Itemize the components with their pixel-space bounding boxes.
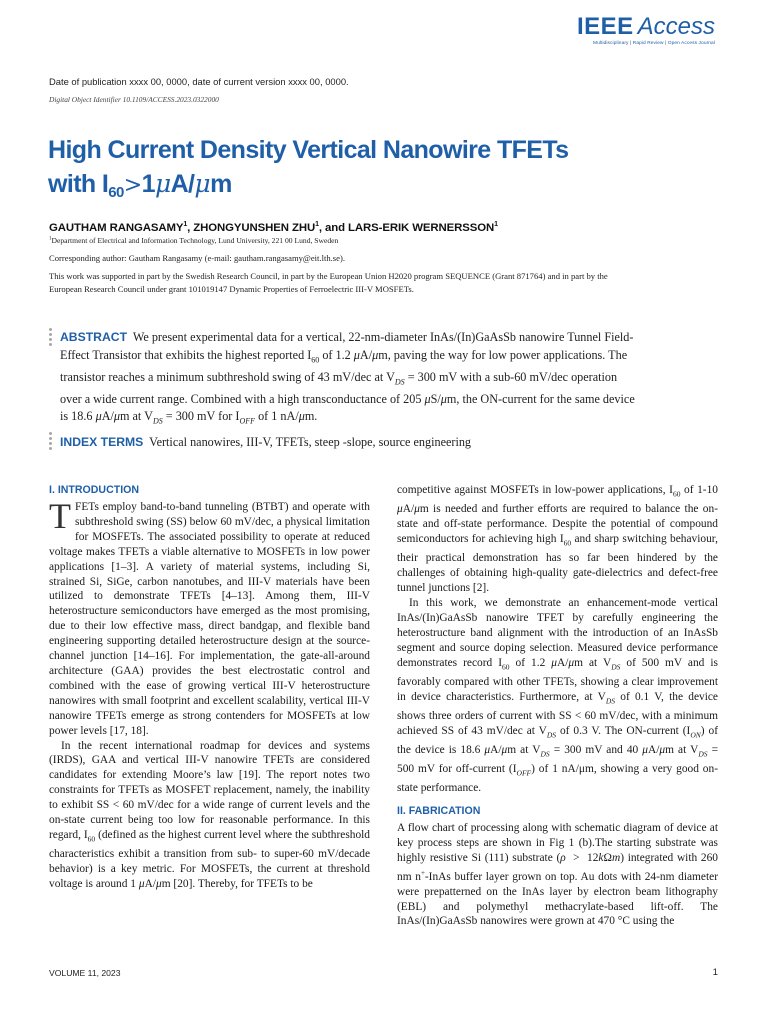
title-num: 1 <box>141 170 155 198</box>
abstract-block <box>60 329 640 430</box>
title-line-1: High Current Density Vertical Nanowire TFETs <box>48 136 569 164</box>
title-sub: 60 <box>108 184 124 201</box>
intro-paragraph-1: T FETs employ band-to-band tunneling (BTBT) and operate with subthreshold swing (SS) below 60 mV/dec, a physical limitation for MOSFETs. The associated possibility to operate at reduced voltage makes TFETs a viable alternative to MOSFETs in low power applications [1–3]. A variety of material systems, including Si, strained Si, SiGe, carbon nanotubes, and III-V materials have been utilized to demonstrate TFETs [4–13]. Among them, III-V heterostructure semiconductors have emerged as the most promising, due to their low effective mass, direct bandgap, and flexible band engineering supporting detailed heterostructure design at the source-channel junction [14–16]. For implementation, the gate-all-around architecture (GAA) provides the best electrostatic control and combined with the ease of growing vertical III-V heterostructure nanowires with small footprint and excellent scalability, vertical III-V nanowire TFETs emerge as strong contenders for MOSFETs at low power levels [17, 18]. <box>49 496 370 737</box>
author-2: , ZHONGYUNSHEN ZHU <box>187 221 316 234</box>
intro-paragraph-3: In this work, we demonstrate an enhancement-mode vertical InAs/(In)GaAsSb nanowire TFET by carefully engineering the heterostructure band alignment with the introduction of an InAsSb segment and source doping selection. Measured device performance demonstrates record $I_{60}$ of 1.2 μA/μm at $V_{DS}$ of 500 mV and is favorably compared with other TFETs, showing a clear improvement in device characteristics. Furthermore, at $V_{DS}$ of 0.1 V, the device shows three orders of current with SS < 60 mV/dec, with a minimum achieved SS of 43 mV/dec at $V_{DS}$ of 0.3 V. The ON-current $(I_{ON})$ of the device is 18.6 μA/μm at $V_{DS} = 300$ mV and 40 μA/μm at $V_{DS} = 500$ mV for off-current $(I_{OFF})$ of 1 nA/μm, showing a very good on-state performance. <box>397 596 719 795</box>
title-gt: > <box>123 173 142 198</box>
title-mu-1: μ <box>154 169 171 198</box>
author-list: GAUTHAM RANGASAMY$^1$, ZHONGYUNSHEN ZHU$^1$, and LARS-ERIK WERNERSSON$^1$ <box>49 221 498 234</box>
paper-title <box>48 134 568 209</box>
index-terms-dots-icon <box>49 432 52 452</box>
journal-logo <box>577 14 715 46</box>
logo-ieee: IEEE <box>576 13 634 40</box>
right-column <box>397 483 718 929</box>
title-unit-1: A/ <box>170 170 195 198</box>
title-i: with I <box>48 170 109 198</box>
doi-line: Digital Object Identifier 10.1109/ACCESS.2023.0322000 <box>49 95 219 104</box>
funding-note: This work was supported in part by the Swedish Research Council, in part by the European Union H2020 program SEQUENCE (Grant 871764) and in part by the European Research Council under grant 101019147 Dynamic Properties of Ferroelectric III-V MOSFETs. <box>49 271 608 294</box>
section-heading-introduction: I. INTRODUCTION <box>49 484 140 496</box>
page-number: 1 <box>712 967 718 978</box>
index-terms-text: Vertical nanowires, III-V, TFETs, steep -slope, source engineering <box>149 435 472 449</box>
fabrication-paragraph-1: A flow chart of processing along with schematic diagram of device at key process steps are shown in Fig 1 (b).The starting substrate was highly resistive Si (111) substrate (ρ > 12kΩm) integrated with 260 nm n+-InAs buffer layer grown on top. Au dots with 24-nm diameter were prepatterned on the InAs layer by electron beam lithography (EBL) and polymethyl methacrylate-based lift-off. The InAs/(In)GaAsSb nanowires were grown at 470 °C using the <box>397 822 719 928</box>
abstract-text: We present experimental data for a vertical, 22-nm-diameter InAs/(In)GaAsSb nanowire Tunnel Field-Effect Transistor that exhibits the highest reported $I_{60}$ of 1.2 μA/μm, paving the way for low power applications. The transistor reaches a minimum subthreshold swing of 43 mV/dec at $V_{DS} = 300$ mV with a sub-60 mV/dec operation over a wide current range. Combined with a high transconductance of 205 μS/μm, the ON-current for the same device is 18.6 μA/μm at $V_{DS} = 300$ mV for $I_{OFF}$ of 1 nA/μm. <box>60 330 635 426</box>
logo-wordmark <box>577 14 715 40</box>
publication-date-line: Date of publication xxxx 00, 0000, date of current version xxxx 00, 0000. <box>49 76 349 87</box>
author-3: , and LARS-ERIK WERNERSSON <box>318 221 495 234</box>
footer-volume: VOLUME 11, 2023 <box>49 968 121 978</box>
title-line-2 <box>48 167 568 209</box>
title-unit-2: m <box>210 170 232 198</box>
index-terms-label: INDEX TERMS <box>60 435 144 449</box>
logo-access: Access <box>637 13 715 40</box>
intro-paragraph-2: In the recent international roadmap for devices and systems (IRDS), GAA and vertical III-V nanowire TFETs are considered candidates for extending Moore’s law [19]. The report notes two constraints for TFETs as MOSFET replacement, namely, the inability to exhibit SS < 60 mV/dec for a wide range of current levels and the on-state current being too low for reasonable performance. In this regard, $I_{60}$ (defined as the highest current level where the subthreshold characteristics exhibit a transition from sub- to super-60 mV/decade behavior) is a key metric. For MOSFETs, the current at threshold voltage is around 1 μA/μm [20]. Thereby, for TFETs to be <box>49 739 371 890</box>
index-terms-block <box>60 434 640 451</box>
drop-cap: T <box>49 496 71 536</box>
title-mu-2: μ <box>194 169 211 198</box>
section-heading-fabrication: II. FABRICATION <box>397 805 481 818</box>
author-1: GAUTHAM RANGASAMY <box>49 221 184 234</box>
affiliation: $^1$Department of Electrical and Information Technology, Lund University, 221 00 Lund, Sweden <box>49 236 339 245</box>
left-column <box>49 483 370 892</box>
logo-tagline: Multidisciplinary | Rapid Review | Open Access Journal <box>592 41 715 46</box>
intro-paragraph-2-cont: competitive against MOSFETs in low-power applications, $I_{60}$ of 1-10 μA/μm is needed and further efforts are required to balance the on-state and off-state performance. Despite the potential of compound semiconductors for achieving high $I_{60}$ and sharp switching behaviour, their practical demonstration has so far been hindered by the challenges of obtaining high-quality gate-dielectrics and defect-free tunnel junctions [2]. <box>397 484 718 594</box>
corresponding-author: Corresponding author: Gautham Rangasamy (e-mail: gautham.rangasamy@eit.lth.se). <box>49 253 345 263</box>
abstract-label: ABSTRACT <box>60 330 128 344</box>
abstract-dots-icon <box>49 328 52 348</box>
